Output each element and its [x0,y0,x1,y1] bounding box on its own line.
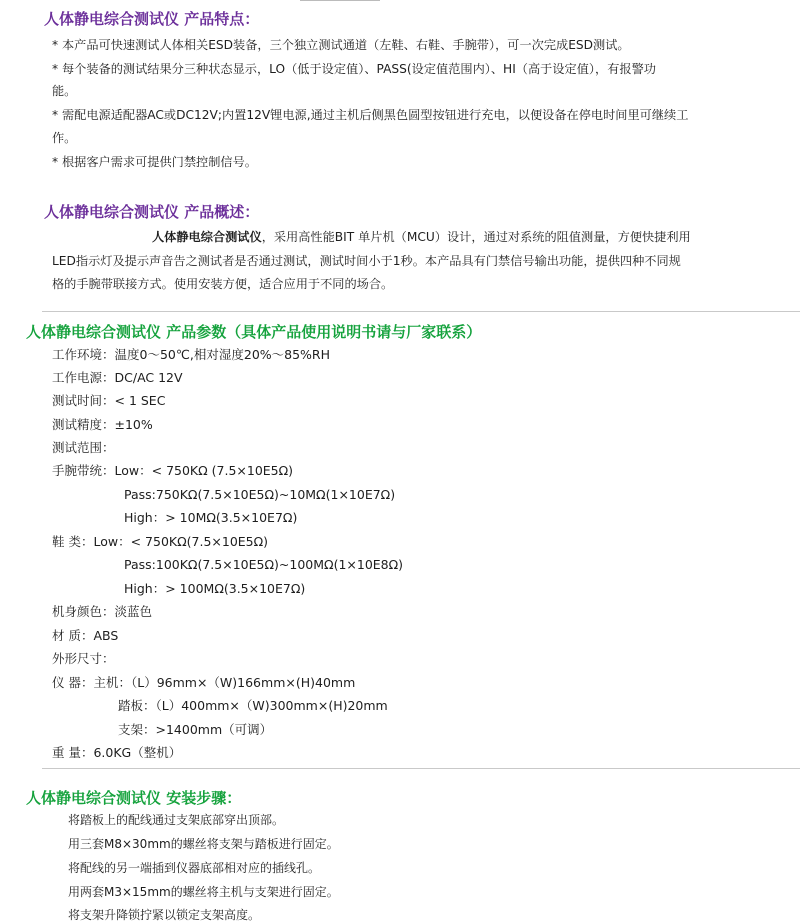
param-material: 材 质：ABS [52,628,119,643]
section-divider-1 [42,311,800,312]
param-weight: 重 量：6.0KG（整机） [52,745,182,760]
features-line-6: * 根据客户需求可提供门禁控制信号。 [52,155,257,169]
overview-line-1-rest: ，采用高性能BIT 单片机（MCU）设计，通过对系统的阻值测量，方便快捷利用 [261,230,691,244]
install-step-2: 用三套M8×30mm的螺丝将支架与踏板进行固定。 [68,837,339,851]
install-step-4: 用两套M3×15mm的螺丝将主机与支架进行固定。 [68,885,339,899]
param-instrument-stand: 支架：>1400mm（可调） [118,722,273,737]
overview-line-1 [152,229,691,245]
top-rule [300,0,380,1]
param-environment: 工作环境：温度0～50℃,相对湿度20%～85%RH [52,347,331,362]
features-line-1: * 本产品可快速测试人体相关ESD装备，三个独立测试通道（左鞋、右鞋、手腕带），可一次完成ESD测试。 [52,38,630,52]
section-divider-2 [42,768,800,769]
param-test-time: 测试时间：< 1 SEC [52,393,166,408]
param-shoe-pass: Pass:100KΩ(7.5×10E5Ω)~100MΩ(1×10E8Ω) [124,557,404,572]
param-power: 工作电源：DC/AC 12V [52,370,183,385]
overview-title: 人体静电综合测试仪 产品概述： [44,203,260,221]
features-title: 人体静电综合测试仪 产品特点： [44,10,260,28]
param-instrument-main: 仪 器：主机：（L）96mm×（W)166mm×(H)40mm [52,675,356,690]
param-instrument-pedal: 踏板：（L）400mm×（W)300mm×(H)20mm [118,698,388,713]
param-color: 机身颜色：淡蓝色 [52,604,153,619]
param-wrist-pass: Pass:750KΩ(7.5×10E5Ω)~10MΩ(1×10E7Ω) [124,487,396,502]
features-line-5: 作。 [52,131,77,145]
param-range: 测试范围： [52,440,115,455]
param-accuracy: 测试精度：±10% [52,417,153,432]
param-wrist-high: High：> 10MΩ(3.5×10E7Ω) [124,510,298,525]
overview-line-3: 格的手腕带联接方式。使用安装方便，适合应用于不同的场合。 [52,277,394,291]
overview-product-name: 人体静电综合测试仪 [152,230,262,244]
install-step-3: 将配线的另一端插到仪器底部相对应的插线孔。 [68,861,321,875]
param-shoe-high: High：> 100MΩ(3.5×10E7Ω) [124,581,306,596]
features-line-4: * 需配电源适配器AC或DC12V;内置12V锂电源,通过主机后侧黑色圆型按钮进行充电，以便设备在停电时间里可继续工 [52,108,689,122]
features-line-3: 能。 [52,84,77,98]
overview-line-2: LED指示灯及提示声音告之测试者是否通过测试，测试时间小于1秒。本产品具有门禁信号输出功能，提供四种不同规 [52,254,681,268]
install-title: 人体静电综合测试仪 安装步骤： [26,789,242,807]
param-wrist-low: 手腕带统：Low：< 750KΩ (7.5×10E5Ω) [52,463,294,478]
install-step-1: 将踏板上的配线通过支架底部穿出顶部。 [68,813,285,827]
param-dimensions: 外形尺寸： [52,651,115,666]
params-title: 人体静电综合测试仪 产品参数（具体产品使用说明书请与厂家联系） [26,323,482,341]
param-shoe-low: 鞋 类：Low：< 750KΩ(7.5×10E5Ω) [52,534,269,549]
features-line-2: * 每个装备的测试结果分三种状态显示，LO（低于设定值）、PASS(设定值范围内）、HI（高于设定值），有报警功 [52,62,656,76]
install-step-5: 将支架升降锁拧紧以锁定支架高度。 [68,908,261,922]
